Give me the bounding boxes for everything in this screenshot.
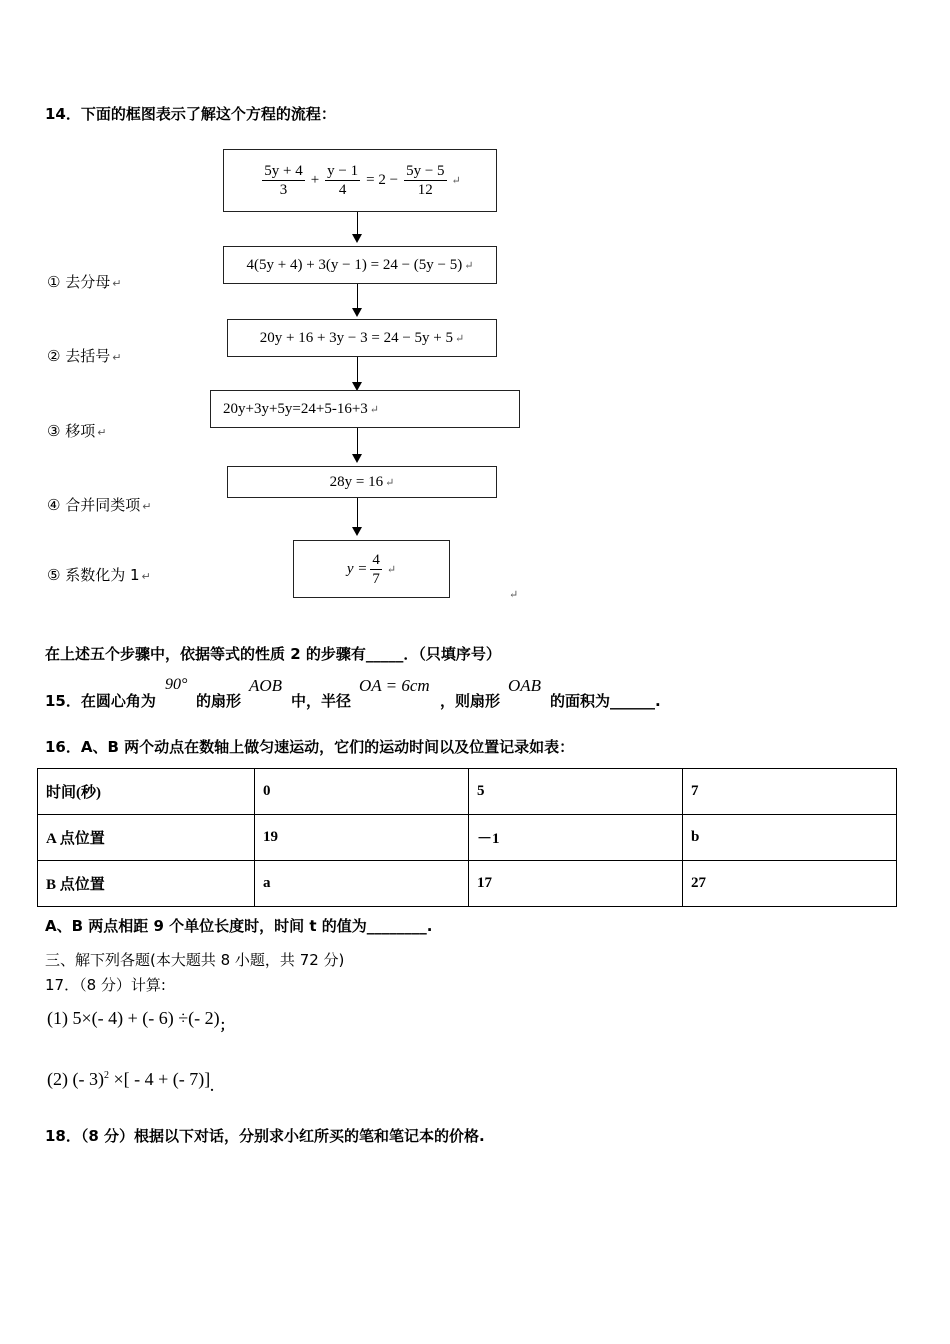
table-cell: 7	[683, 769, 897, 815]
step-label-5: ⑤ 系数化为 1 ↵	[47, 566, 151, 584]
step-label-4: ④ 合并同类项 ↵	[47, 496, 152, 514]
solution-denominator: 7	[372, 570, 380, 587]
q17-title: 17．（8 分）计算:	[45, 976, 166, 994]
flow-box-original-equation	[223, 149, 497, 212]
q18-title: 18．（8 分）根据以下对话，分别求小红所买的笔和笔记本的价格.	[45, 1127, 485, 1145]
q15-part1: 15．在圆心角为	[45, 692, 156, 710]
return-mark: ↵	[385, 476, 395, 489]
q16-title: 16．A、B 两个动点在数轴上做匀速运动，它们的运动时间以及位置记录如表：	[45, 738, 575, 756]
equation-step-3: 20y+3y+5y=24+5-16+3	[223, 400, 368, 417]
q15-part3: 中，半径	[291, 692, 352, 710]
table-row	[38, 861, 897, 907]
equation-step-2: 20y + 16 + 3y − 3 = 24 − 5y + 5	[259, 329, 454, 346]
q17-expression-2: (2) (- 3)$^2$ ×[ - 4 + (- $7)]_.$	[47, 1069, 214, 1095]
table-cell: A 点位置	[38, 815, 255, 861]
flow-box-remove-denominator	[223, 246, 497, 284]
table-cell: B 点位置	[38, 861, 255, 907]
position-table	[37, 768, 897, 907]
fraction-3	[404, 162, 446, 199]
table-row	[38, 815, 897, 861]
table-cell: 时间(秒)	[38, 769, 255, 815]
return-mark: ↵	[464, 259, 474, 272]
fraction-2	[325, 162, 360, 199]
fraction-2-denominator: 4	[338, 182, 347, 198]
equation-step-1: 4(5y + 4) + 3(y − 1) = 24 − (5y − 5)	[246, 256, 463, 273]
solution-numerator: 4	[372, 551, 380, 568]
flow-box-remove-brackets	[227, 319, 497, 357]
table-cell: b	[683, 815, 897, 861]
fraction-1-denominator: 3	[279, 182, 288, 198]
table-cell: 19	[255, 815, 469, 861]
flow-box-solution	[293, 540, 450, 598]
section-3-heading: 三、解下列各题(本大题共 8 小题，共 72 分)	[45, 951, 345, 969]
flow-arrow-5	[357, 498, 358, 528]
table-cell: 17	[469, 861, 683, 907]
fraction-1	[262, 162, 304, 199]
flow-box-transpose	[210, 390, 520, 428]
return-mark: ↵	[509, 588, 519, 601]
q14-title: 14．下面的框图表示了解这个方程的流程：	[45, 105, 336, 123]
table-cell: a	[255, 861, 469, 907]
return-mark: ↵	[451, 175, 461, 187]
q15-sector2: OAB	[508, 676, 542, 695]
table-cell: 0	[255, 769, 469, 815]
q15-sector1: AOB	[249, 676, 283, 695]
flow-box-combine-terms	[227, 466, 497, 498]
q15-radius: OA = 6cm	[359, 676, 430, 695]
fraction-2-numerator: y − 1	[327, 163, 359, 179]
flow-arrow-3	[357, 357, 358, 383]
equation-step-4: 28y = 16	[329, 473, 384, 490]
table-cell: 5	[469, 769, 683, 815]
return-mark: ↵	[455, 332, 465, 345]
q15-part4: ，则扇形	[440, 692, 501, 710]
return-mark: ↵	[386, 563, 397, 576]
solution-lhs: y =	[346, 560, 368, 577]
step-label-1: ① 去分母 ↵	[47, 273, 122, 291]
flow-arrow-1	[357, 212, 358, 235]
step-label-3: ③ 移项 ↵	[47, 422, 107, 440]
table-cell: 27	[683, 861, 897, 907]
return-mark: ↵	[369, 403, 380, 416]
q14-question: 在上述五个步骤中，依据等式的性质 2 的步骤有_____．（只填序号）	[45, 645, 501, 663]
table-row	[38, 769, 897, 815]
flow-arrow-4	[357, 428, 358, 455]
plus-sign: +	[310, 172, 320, 188]
table-cell: －1	[469, 815, 683, 861]
fraction-3-denominator: 12	[417, 182, 433, 198]
q15-part5: 的面积为______.	[550, 692, 661, 710]
q17-expression-1: (1) 5×(- 4) + (- 6) ÷(- $2)_;$	[47, 1008, 234, 1034]
fraction-3-numerator: 5y − 5	[406, 163, 445, 179]
q16-question: A、B 两点相距 9 个单位长度时，时间 t 的值为________.	[45, 917, 433, 935]
solution-fraction	[370, 551, 382, 588]
fraction-1-numerator: 5y + 4	[264, 163, 303, 179]
q15-part2: 的扇形	[196, 692, 242, 710]
flow-arrow-2	[357, 284, 358, 309]
q15-angle: 90°	[165, 676, 188, 693]
step-label-2: ② 去括号 ↵	[47, 347, 122, 365]
equals-two-minus: = 2 −	[366, 172, 399, 188]
